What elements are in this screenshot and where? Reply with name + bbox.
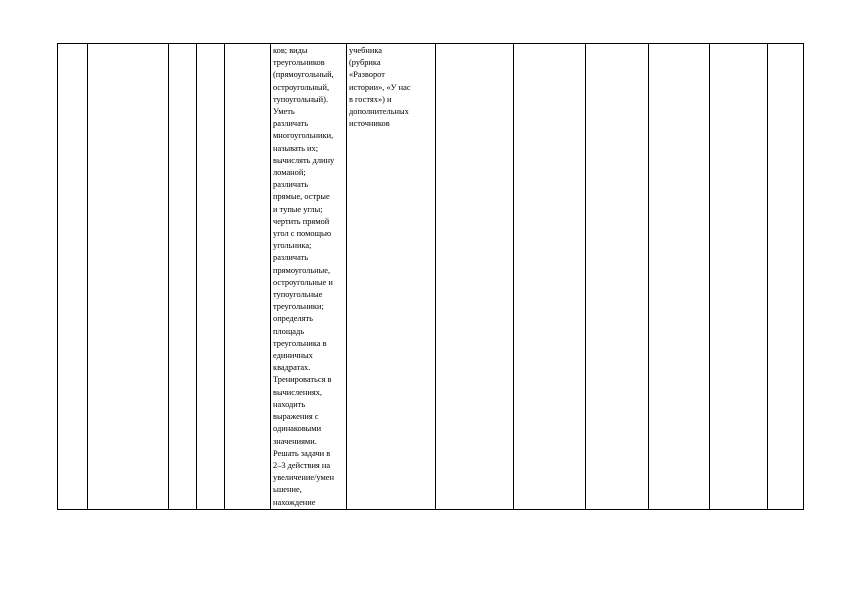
cell-line: Тренироваться в [273,375,332,385]
table-cell-sources [347,44,436,510]
cell-line: единичных [273,351,313,361]
cell-line: находить [273,399,306,409]
cell-line: ломаной; [273,168,306,178]
cell-line: треугольников [273,58,325,68]
lesson-plan-table [57,43,804,510]
cell-line: тупоугольный). [273,94,329,104]
cell-line: учебника [349,46,383,55]
table-cell-type [225,44,271,510]
table-cell-empty-2 [514,44,586,510]
cell-line: определять [273,314,313,324]
cell-line: угольника; [273,241,312,251]
cell-line: «Разворот [349,70,385,80]
cell-line: тупоугольные [273,290,323,300]
cell-line: дополнительных [349,107,409,117]
cell-line: вычислять длину [273,155,335,165]
cell-line: прямоугольные, [273,265,331,275]
cell-line: выражения с [273,412,319,422]
table-cell-topic [88,44,169,510]
cell-line: треугольники; [273,302,324,312]
cell-line: значениями. [273,436,317,446]
cell-line: ков; виды [273,46,308,55]
cell-line: чертить прямой [273,216,330,226]
cell-line: называть их; [273,143,319,153]
table-cell-empty-6 [768,44,804,510]
cell-line: угол с помощью [273,229,332,239]
cell-line: Решать задачи в [273,448,331,458]
cell-line: нахождение [273,497,316,507]
cell-line: 2–3 действия на [273,460,331,470]
cell-line: источников [349,119,390,129]
cell-line: и тупые углы; [273,204,323,214]
cell-line: ьшение, [273,485,302,495]
sources-cell-text [347,44,435,130]
cell-line: квадратах. [273,363,311,373]
cell-line: многоугольники, [273,131,334,141]
cell-line: треугольника в [273,338,327,348]
cell-line: остроугольный, [273,82,330,92]
cell-line: различать [273,180,309,190]
cell-line: вычислениях, [273,387,322,397]
cell-line: увеличение/умен [273,473,334,483]
skills-cell-text [271,44,346,509]
cell-line: различать [273,253,309,263]
table-cell-number [58,44,88,510]
cell-line: истории», «У нас [349,82,411,92]
table-row [58,44,804,510]
cell-line: (прямоугольный, [273,70,334,80]
cell-line: остроугольные и [273,277,333,287]
cell-line: различать [273,119,309,129]
table-cell-empty-3 [586,44,649,510]
table-cell-empty-5 [710,44,768,510]
cell-line: прямые, острые [273,192,330,202]
table-cell-hours [169,44,197,510]
table-cell-date [197,44,225,510]
cell-line: одинаковыми [273,424,322,434]
cell-line: в гостях») и [349,94,392,104]
table-cell-empty-4 [649,44,710,510]
table-cell-skills [271,44,347,510]
cell-line: площадь [273,326,305,336]
table-cell-empty-1 [436,44,514,510]
cell-line: (рубрика [349,58,381,68]
cell-line: Уметь [273,107,295,117]
